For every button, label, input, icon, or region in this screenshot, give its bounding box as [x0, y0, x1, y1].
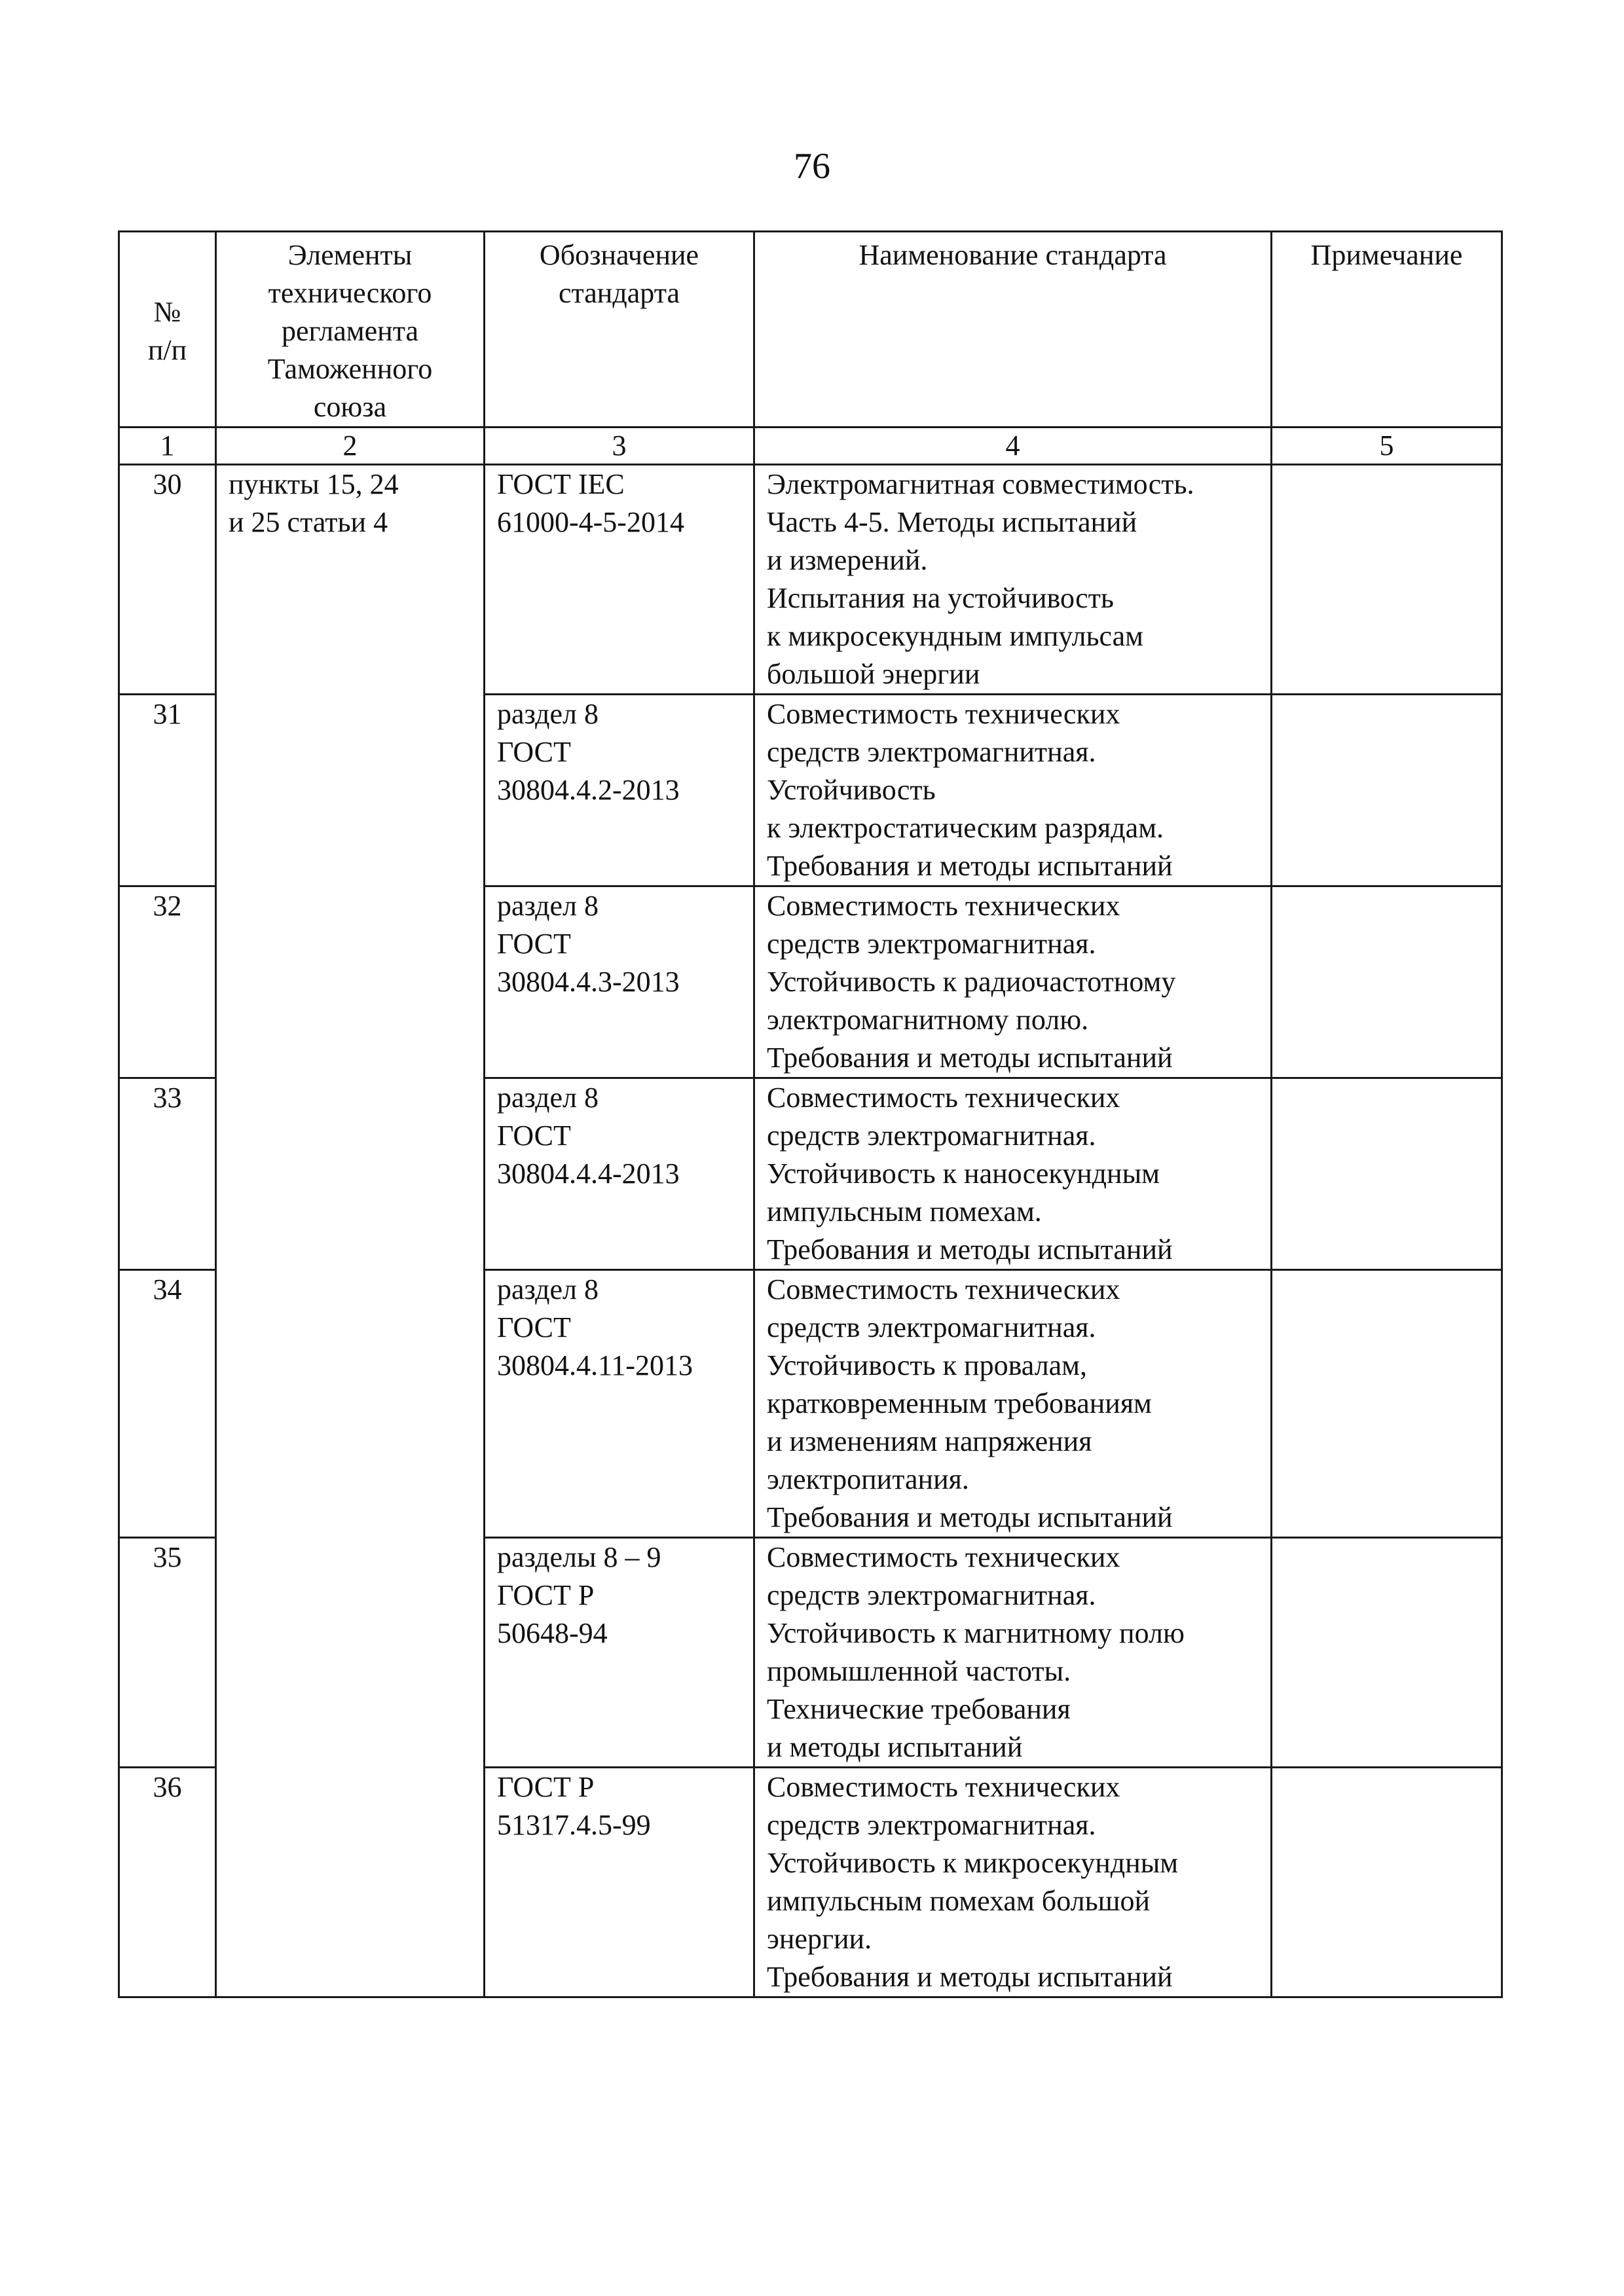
name-line: Совместимость технических	[767, 890, 1120, 922]
standard-name	[754, 465, 1272, 695]
header-designation	[485, 232, 754, 428]
name-line: Устойчивость к радиочастотному	[767, 966, 1176, 998]
designation-line: ГОСТ	[497, 928, 571, 960]
name-line: импульсным помехам.	[767, 1195, 1042, 1228]
header-line: Обозначение	[539, 239, 699, 271]
standard-designation	[485, 1270, 754, 1538]
name-line: средств электромагнитная.	[767, 1809, 1096, 1841]
table-header-row	[119, 232, 1502, 428]
designation-line: ГОСТ IEC	[497, 468, 625, 500]
name-line: электропитания.	[767, 1463, 969, 1495]
row-number: 35	[119, 1538, 216, 1768]
header-line: Наименование стандарта	[858, 239, 1167, 271]
name-line: Устойчивость к микросекундным	[767, 1847, 1179, 1879]
name-line: Совместимость технических	[767, 1771, 1120, 1803]
name-line: к микросекундным импульсам	[767, 620, 1143, 652]
column-index: 5	[1272, 428, 1502, 465]
standard-name	[754, 1078, 1272, 1270]
header-line: Элементы	[287, 239, 413, 271]
note-cell	[1272, 1078, 1502, 1270]
row-number: 36	[119, 1768, 216, 1997]
standards-table	[118, 230, 1503, 1998]
name-line: и методы испытаний	[767, 1731, 1023, 1763]
standard-name	[754, 1538, 1272, 1768]
header-line: технического	[268, 277, 432, 309]
column-index-row	[119, 428, 1502, 465]
designation-line: 30804.4.2-2013	[497, 774, 680, 806]
name-line: Технические требования	[767, 1693, 1071, 1725]
header-note	[1272, 232, 1502, 428]
designation-line: ГОСТ	[497, 1311, 571, 1343]
note-cell	[1272, 695, 1502, 886]
standard-designation	[485, 1538, 754, 1768]
header-line: стандарта	[558, 277, 680, 309]
name-line: Требования и методы испытаний	[767, 850, 1173, 882]
elements-line: пункты 15, 24	[229, 468, 399, 500]
row-number: 32	[119, 886, 216, 1078]
column-index: 4	[754, 428, 1272, 465]
name-line: Требования и методы испытаний	[767, 1233, 1173, 1266]
name-line: к электростатическим разрядам.	[767, 812, 1164, 844]
name-line: Часть 4-5. Методы испытаний	[767, 506, 1137, 538]
name-line: и изменениям напряжения	[767, 1425, 1092, 1457]
note-cell	[1272, 1538, 1502, 1768]
column-index: 2	[216, 428, 485, 465]
designation-line: 50648-94	[497, 1617, 608, 1649]
name-line: большой энергии	[767, 658, 980, 690]
column-index: 1	[119, 428, 216, 465]
designation-line: 61000-4-5-2014	[497, 506, 684, 538]
designation-line: ГОСТ Р	[497, 1579, 595, 1611]
page-number: 76	[794, 146, 830, 187]
name-line: Устойчивость к провалам,	[767, 1349, 1088, 1381]
designation-line: ГОСТ	[497, 1120, 571, 1152]
designation-line: ГОСТ Р	[497, 1771, 595, 1803]
standard-name	[754, 886, 1272, 1078]
row-number: 30	[119, 465, 216, 695]
name-line: Испытания на устойчивость	[767, 582, 1114, 614]
name-line: Совместимость технических	[767, 1082, 1120, 1114]
name-line: энергии.	[767, 1923, 872, 1955]
standard-designation	[485, 1078, 754, 1270]
regulation-elements-cell	[216, 465, 485, 1997]
header-line: регламента	[281, 315, 419, 347]
name-line: промышленной частоты.	[767, 1655, 1071, 1687]
header-line: союза	[313, 391, 387, 423]
header-line: Таможенного	[267, 353, 433, 385]
designation-line: раздел 8	[497, 890, 599, 922]
header-number	[119, 232, 216, 428]
name-line: Устойчивость	[767, 774, 936, 806]
designation-line: раздел 8	[497, 1273, 599, 1305]
name-line: средств электромагнитная.	[767, 1311, 1096, 1343]
designation-line: разделы 8 – 9	[497, 1541, 661, 1573]
name-line: электромагнитному полю.	[767, 1004, 1089, 1036]
header-standard-name	[754, 232, 1272, 428]
name-line: средств электромагнитная.	[767, 736, 1096, 768]
name-line: Совместимость технических	[767, 1541, 1120, 1573]
designation-line: раздел 8	[497, 1082, 599, 1114]
name-line: Электромагнитная совместимость.	[767, 468, 1194, 500]
designation-line: 30804.4.3-2013	[497, 966, 680, 998]
name-line: кратковременным требованиям	[767, 1387, 1152, 1419]
row-number: 33	[119, 1078, 216, 1270]
designation-line: 51317.4.5-99	[497, 1809, 651, 1841]
name-line: Совместимость технических	[767, 1273, 1120, 1305]
header-line: Примечание	[1310, 239, 1463, 271]
standard-designation	[485, 1768, 754, 1997]
row-number: 34	[119, 1270, 216, 1538]
name-line: средств электромагнитная.	[767, 1120, 1096, 1152]
standard-name	[754, 1768, 1272, 1997]
note-cell	[1272, 1270, 1502, 1538]
header-line: №	[153, 296, 181, 328]
standard-designation	[485, 465, 754, 695]
note-cell	[1272, 1768, 1502, 1997]
standard-designation	[485, 695, 754, 886]
designation-line: 30804.4.4-2013	[497, 1157, 680, 1190]
standard-name	[754, 1270, 1272, 1538]
note-cell	[1272, 886, 1502, 1078]
note-cell	[1272, 465, 1502, 695]
name-line: средств электромагнитная.	[767, 1579, 1096, 1611]
name-line: Устойчивость к магнитному полю	[767, 1617, 1185, 1649]
name-line: и измерений.	[767, 544, 928, 576]
name-line: Устойчивость к наносекундным	[767, 1157, 1160, 1190]
table-row	[119, 465, 1502, 695]
designation-line: 30804.4.11-2013	[497, 1349, 693, 1381]
header-elements	[216, 232, 485, 428]
designation-line: раздел 8	[497, 698, 599, 730]
name-line: Требования и методы испытаний	[767, 1042, 1173, 1074]
name-line: импульсным помехам большой	[767, 1885, 1151, 1917]
elements-line: и 25 статьи 4	[229, 506, 388, 538]
header-line: п/п	[147, 334, 187, 366]
name-line: Требования и методы испытаний	[767, 1961, 1173, 1993]
standard-name	[754, 695, 1272, 886]
name-line: средств электромагнитная.	[767, 928, 1096, 960]
standard-designation	[485, 886, 754, 1078]
name-line: Совместимость технических	[767, 698, 1120, 730]
name-line: Требования и методы испытаний	[767, 1501, 1173, 1533]
row-number: 31	[119, 695, 216, 886]
designation-line: ГОСТ	[497, 736, 571, 768]
column-index: 3	[485, 428, 754, 465]
